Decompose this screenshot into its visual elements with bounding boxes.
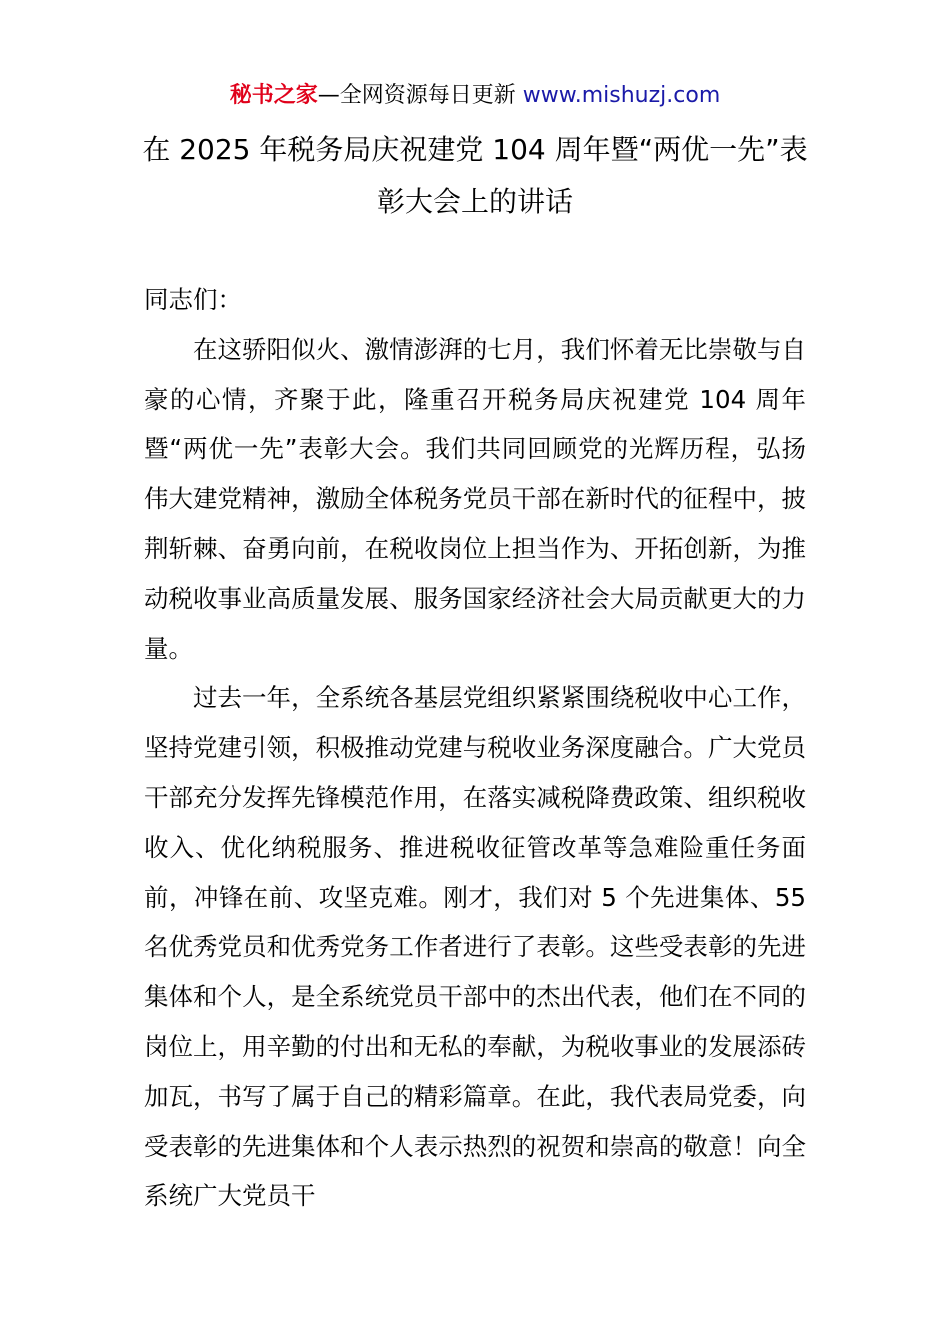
site-header bbox=[0, 80, 950, 112]
site-brand: 秘书之家 bbox=[229, 83, 318, 108]
paragraph-opening: 在这骄阳似火、激情澎湃的七月，我们怀着无比崇敬与自豪的心情，齐聚于此，隆重召开税务局庆祝建党 104 周年暨“两优一先”表彰大会。我们共同回顾党的光辉历程，弘扬伟大建党精神，激励全体税务党员干部在新时代的征程中，披荆斩棘、奋勇向前，在税收岗位上担当作为、开拓创新，为推动税收事业高质量发展、服务国家经济社会大局贡献更大的力量。 bbox=[144, 334, 806, 663]
document-title: 在 2025 年税务局庆祝建党 104 周年暨“两优一先”表彰大会上的讲话 bbox=[142, 133, 808, 218]
site-url[interactable]: www.mishuzj.com bbox=[522, 83, 721, 108]
document-body bbox=[144, 275, 806, 1221]
paragraph-review: 过去一年，全系统各基层党组织紧紧围绕税收中心工作，坚持党建引领，积极推动党建与税收业务深度融合。广大党员干部充分发挥先锋模范作用，在落实减税降费政策、组织税收收入、优化纳税服务、推进税收征管改革等急难险重任务面前，冲锋在前、攻坚克难。刚才，我们对 5 个先进集体、55 名优秀党员和优秀党务工作者进行了表彰。这些受表彰的先进集体和个人，是全系统党员干部中的杰出代表，他们在不同的岗位上，用辛勤的付出和无私的奉献，为税收事业的发展添砖加瓦，书写了属于自己的精彩篇章。在此，我代表局党委，向受表彰的先进集体和个人表示热烈的祝贺和崇高的敬意！向全系统广大党员干 bbox=[144, 683, 806, 1211]
salutation: 同志们： bbox=[144, 285, 242, 314]
site-tagline: —全网资源每日更新 bbox=[317, 83, 523, 108]
